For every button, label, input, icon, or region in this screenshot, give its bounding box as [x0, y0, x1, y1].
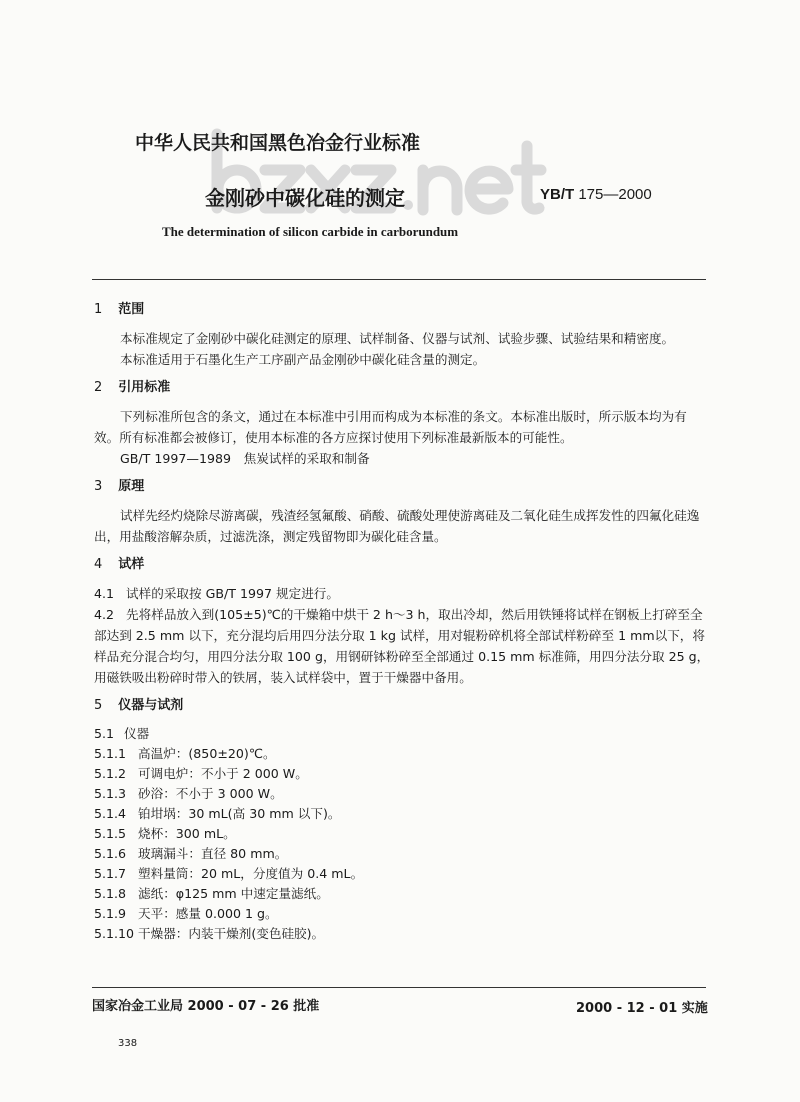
equipment-item [94, 804, 710, 824]
document-body [94, 301, 710, 944]
item-number: 5.1.7 [94, 866, 127, 881]
paragraph: 本标准适用于石墨化生产工序副产品金刚砂中碳化硅含量的测定。 [120, 352, 486, 367]
standard-code [540, 186, 652, 203]
item-text: 铂坩埚：30 mL(高 30 mm 以下)。 [138, 806, 341, 821]
equipment-item [94, 784, 710, 804]
equipment-list [94, 724, 710, 944]
item-text: 高温炉：(850±20)℃。 [138, 746, 276, 761]
section-title: 原理 [118, 479, 145, 494]
section-title: 仪器与试剂 [118, 698, 184, 713]
section-number: 3 [94, 479, 103, 494]
item-text: 天平：感量 0.000 1 g。 [138, 906, 278, 921]
item-number: 5.1.4 [94, 806, 127, 821]
paragraph: 本标准规定了金刚砂中碳化硅测定的原理、试样制备、仪器与试剂、试验步骤、试验结果和精密度。 [120, 331, 675, 346]
reference-item: GB/T 1997—1989 焦炭试样的采取和制备 [120, 451, 370, 466]
clause-4-1 [94, 583, 710, 604]
item-text: 塑料量筒：20 mL，分度值为 0.4 mL。 [138, 866, 364, 881]
equipment-item [94, 764, 710, 784]
item-number: 5.1.6 [94, 846, 127, 861]
equipment-item [94, 844, 710, 864]
item-number: 5.1.2 [94, 766, 127, 781]
section-number: 4 [94, 557, 103, 572]
equipment-item [94, 744, 710, 764]
footer-rule [92, 987, 706, 988]
document-title: 金刚砂中碳化硅的测定 [205, 186, 405, 210]
item-text: 玻璃漏斗：直径 80 mm。 [138, 846, 288, 861]
clause-text: 先将样品放入到(105±5)℃的干燥箱中烘干 2 h～3 h，取出冷却，然后用铁锤将试样在钢板上打碎至全部达到 2.5 mm 以下，充分混均后用四分法分取 1 kg 试样，用对辊粉碎机将全部试样粉碎至 1 mm以下，将样品充分混合均匀，用四分法分取 100 g，用钢研钵粉碎至全部通过 0.15 mm 标准筛，用四分法分取 25 g，用磁铁吸出粉碎时带入的铁屑，装入试样袋中，置于干燥器中备用。 [94, 607, 710, 685]
clause-number: 4.2 [94, 607, 115, 622]
clause-number: 4.1 [94, 586, 115, 601]
standard-org-title: 中华人民共和国黑色冶金行业标准 [135, 132, 421, 154]
section-3-heading [94, 478, 710, 496]
item-number: 5.1.8 [94, 886, 127, 901]
page-number: 338 [118, 1038, 138, 1049]
item-text: 烧杯：300 mL。 [138, 826, 236, 841]
section-number: 5 [94, 698, 103, 713]
equipment-item [94, 724, 710, 744]
section-title: 引用标准 [118, 380, 171, 395]
equipment-item [94, 824, 710, 844]
section-title: 试样 [118, 557, 145, 572]
item-text: 砂浴：不小于 3 000 W。 [138, 786, 283, 801]
paragraph: 下列标准所包含的条文，通过在本标准中引用而构成为本标准的条文。本标准出版时，所示版本均为有效。所有标准都会被修订，使用本标准的各方应探讨使用下列标准最新版本的可能性。 [94, 409, 687, 445]
paragraph: 试样先经灼烧除尽游离碳，残渣经氢氟酸、硝酸、硫酸处理使游离硅及二氧化硅生成挥发性的四氟化硅逸出，用盐酸溶解杂质，过滤洗涤，测定残留物即为碳化硅含量。 [94, 508, 700, 544]
clause-4-2 [94, 604, 710, 688]
section-5-heading [94, 697, 710, 715]
item-number: 5.1.3 [94, 786, 127, 801]
code-number: 175—2000 [578, 186, 652, 203]
item-text: 滤纸：φ125 mm 中速定量滤纸。 [138, 886, 329, 901]
item-number: 5.1.9 [94, 906, 127, 921]
equipment-item [94, 904, 710, 924]
item-number: 5.1.5 [94, 826, 127, 841]
equipment-item [94, 884, 710, 904]
approval-date: 国家冶金工业局 2000 - 07 - 26 批准 [92, 999, 320, 1014]
section-1-heading [94, 301, 710, 319]
equipment-item [94, 864, 710, 884]
item-number: 5.1.1 [94, 746, 127, 761]
section-4-heading [94, 556, 710, 574]
section-title: 范围 [118, 302, 145, 317]
item-number: 5.1 [94, 726, 115, 741]
header-rule [92, 279, 706, 280]
item-text: 可调电炉：不小于 2 000 W。 [138, 766, 308, 781]
item-text: 干燥器：内装干燥剂(变色硅胶)。 [138, 926, 325, 941]
english-title: The determination of silicon carbide in carborundum [162, 224, 459, 239]
equipment-item [94, 924, 710, 944]
section-number: 1 [94, 302, 103, 317]
clause-text: 试样的采取按 GB/T 1997 规定进行。 [126, 586, 339, 601]
item-text: 仪器 [124, 726, 150, 741]
code-prefix: YB/T [540, 186, 575, 203]
section-number: 2 [94, 380, 103, 395]
item-number: 5.1.10 [94, 926, 135, 941]
implementation-date: 2000 - 12 - 01 实施 [576, 1001, 708, 1016]
section-2-heading [94, 379, 710, 397]
